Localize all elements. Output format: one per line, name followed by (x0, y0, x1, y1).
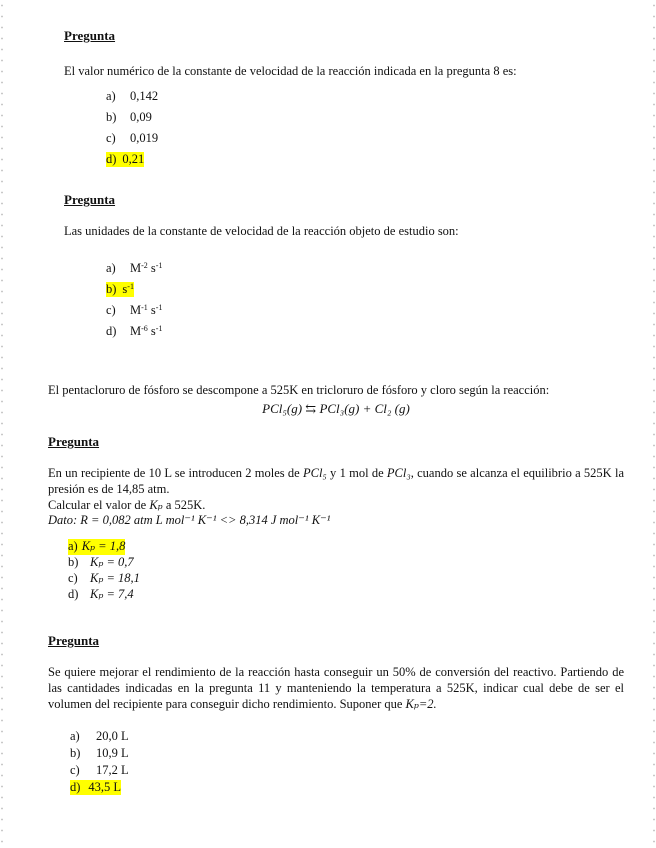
intro-text: El pentacloruro de fósforo se descompone a 525K en tricloruro de fósforo y cloro según la reacción: (48, 383, 550, 397)
question-1 (64, 28, 624, 170)
option-c[interactable]: c) Kₚ = 18,1 (68, 570, 140, 585)
option-a[interactable]: a) 0,142 (106, 88, 159, 103)
data-note: Dato: R = 0,082 atm L mol⁻¹ K⁻¹ <> 8,314 J mol⁻¹ K⁻¹ (48, 513, 331, 528)
question-statement: Las unidades de la constante de velocidad de la reacción objeto de estudio son: (64, 224, 459, 239)
option-b[interactable]: b) 0,09 (106, 109, 152, 124)
option-c[interactable]: c) $M^{-1}$ $s^{-1}$ (106, 302, 163, 317)
question-statement: El valor numérico de la constante de velocidad de la reacción indicada en la pregunta 8 es: (64, 64, 517, 79)
question-heading: Pregunta (48, 633, 100, 648)
question-statement: Se quiere mejorar el rendimiento de la reacción hasta conseguir un 50% de conversión del reactivo. Partiendo de las cantidades indicadas en la pregunta 11 y manteniendo la temperatura a 525K, indicar cual debe de ser el volumen del recipiente para conseguir dicho rendimiento. Suponer que Kₚ=2. (48, 665, 624, 711)
option-d[interactable]: d) Kₚ = 7,4 (68, 586, 134, 601)
option-c[interactable]: c) 17,2 L (70, 762, 129, 777)
option-a[interactable]: a) $M^{-2}$ $s^{-1}$ (106, 260, 163, 275)
option-a-highlighted[interactable]: a) Kₚ = 1,8 (68, 538, 126, 553)
question-statement: En un recipiente de 10 L se introducen 2 moles de PCl₅ y 1 mol de PCl₃, cuando se alcanza el equilibrio a 525K la presión es de 14,85 atm. (48, 466, 624, 496)
option-b[interactable]: b) 10,9 L (70, 745, 129, 760)
question-3 (48, 434, 624, 603)
option-b-highlighted[interactable]: b) $s^{-1}$ (106, 281, 134, 296)
option-c[interactable]: c) 0,019 (106, 130, 159, 145)
question-instruction: Calcular el valor de Kₚ a 525K. (48, 497, 206, 512)
option-d[interactable]: d) $M^{-6}$ $s^{-1}$ (106, 323, 163, 338)
question-heading: Pregunta (48, 434, 100, 449)
reaction-intro (48, 383, 624, 417)
question-2 (64, 192, 624, 342)
option-d-highlighted[interactable]: d) 43,5 L (70, 779, 122, 794)
question-heading: Pregunta (64, 28, 116, 43)
question-heading: Pregunta (64, 192, 116, 207)
question-4 (48, 633, 624, 796)
right-page-edge (652, 0, 656, 848)
reaction-equation: PCl₅(g) ⇆ PCl₃(g) + Cl₂ (g) (262, 400, 410, 416)
left-page-edge (0, 0, 4, 848)
option-a[interactable]: a) 20,0 L (70, 728, 129, 743)
option-b[interactable]: b) Kₚ = 0,7 (68, 554, 134, 569)
option-d-highlighted[interactable]: d) 0,21 (106, 151, 145, 166)
